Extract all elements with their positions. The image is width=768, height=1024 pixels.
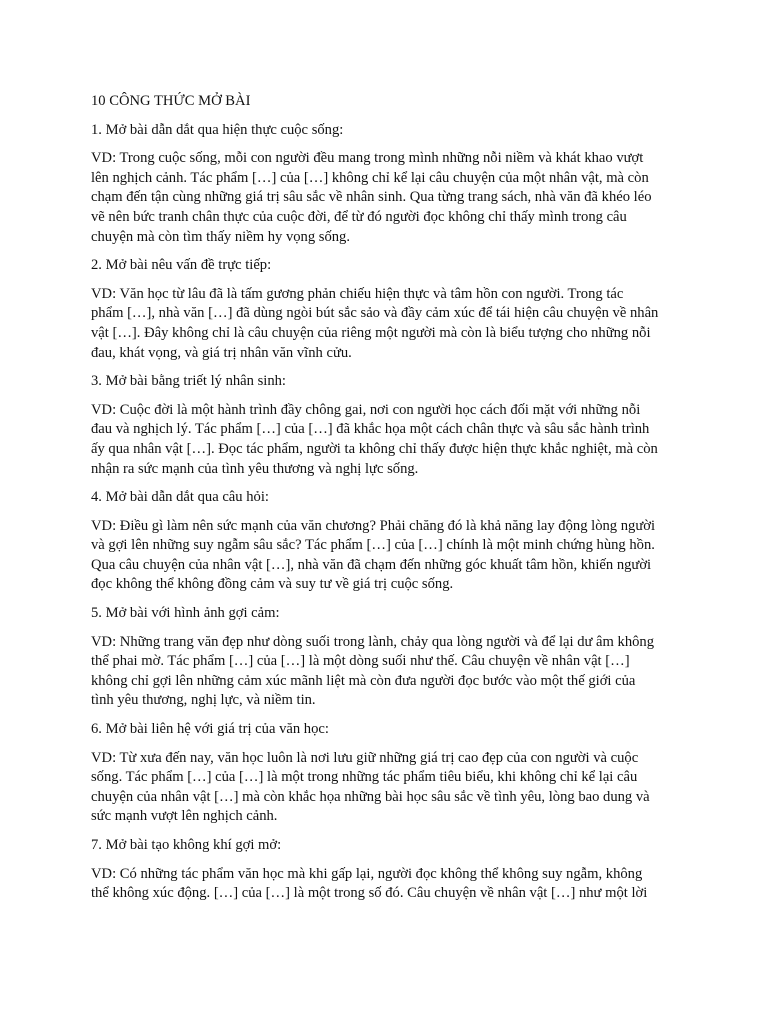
paragraph-line: Qua câu chuyện của nhân vật […], nhà văn đã chạm đến những góc khuất tâm hồn, khiến người <box>91 556 652 573</box>
section-heading: 2. Mở bài nêu vấn đề trực tiếp: <box>91 257 272 274</box>
document-title: 10 CÔNG THỨC MỞ BÀI <box>91 93 251 109</box>
paragraph-line: vẽ nên bức tranh chân thực của cuộc đời, để từ đó người đọc không chỉ thấy mình trong câu <box>91 208 627 225</box>
paragraph-line: lên nghịch cảnh. Tác phẩm […] của […] không chỉ kể lại câu chuyện của một nhân vật, mà còn <box>91 169 649 186</box>
paragraph-line: ấy qua nhân vật […]. Đọc tác phẩm, người ta không chỉ thấy được hiện thực khắc nghiệt, mà còn <box>91 440 658 457</box>
paragraph-line: sống. Tác phẩm […] của […] là một trong những tác phẩm tiêu biểu, khi không chỉ kể lại câu <box>91 769 638 786</box>
section-paragraph <box>91 749 681 827</box>
paragraph-line: VD: Từ xưa đến nay, văn học luôn là nơi lưu giữ những giá trị cao đẹp của con người và cuộc <box>91 749 639 766</box>
section-heading: 4. Mở bài dẫn dắt qua câu hỏi: <box>91 489 269 506</box>
paragraph-line: chuyện mà còn tìm thấy niềm hy vọng sống. <box>91 228 350 245</box>
paragraph-line: và gợi lên những suy ngẫm sâu sắc? Tác phẩm […] của […] chính là một minh chứng hùng hồn. <box>91 537 655 554</box>
paragraph-line: phẩm […], nhà văn […] đã dùng ngòi bút sắc sảo và đầy cảm xúc để tái hiện câu chuyện về nhân <box>91 305 659 322</box>
paragraph-line: đọc không thể không đồng cảm và suy tư về giá trị cuộc sống. <box>91 576 454 593</box>
section-6 <box>91 720 681 827</box>
paragraph-line: VD: Những trang văn đẹp như dòng suối trong lành, chảy qua lòng người và để lại dư âm không <box>91 633 655 650</box>
section-4 <box>91 488 681 595</box>
paragraph-line: VD: Có những tác phẩm văn học mà khi gấp lại, người đọc không thể không suy ngẫm, không <box>91 865 643 882</box>
section-paragraph <box>91 149 681 247</box>
paragraph-line: VD: Trong cuộc sống, mỗi con người đều mang trong mình những nỗi niềm và khát khao vượt <box>91 150 644 167</box>
section-heading: 5. Mở bài với hình ảnh gợi cảm: <box>91 605 280 622</box>
paragraph-line: VD: Điều gì làm nên sức mạnh của văn chương? Phải chăng đó là khả năng lay động lòng người <box>91 517 656 534</box>
paragraph-line: tình yêu thương, nghị lực, và niềm tin. <box>91 692 316 709</box>
paragraph-line: VD: Văn học từ lâu đã là tấm gương phản chiếu hiện thực và tâm hồn con người. Trong tác <box>91 285 624 302</box>
section-1 <box>91 121 681 248</box>
paragraph-line: VD: Cuộc đời là một hành trình đầy chông gai, nơi con người học cách đối mặt với những nỗi <box>91 401 641 418</box>
paragraph-line: chạm đến tận cùng những giá trị sâu sắc về nhân sinh. Qua từng trang sách, nhà văn đã khéo léo <box>91 189 652 206</box>
section-paragraph <box>91 401 681 479</box>
section-paragraph <box>91 517 681 595</box>
section-7 <box>91 836 681 904</box>
paragraph-line: nhận ra sức mạnh của tình yêu thương và nghị lực sống. <box>91 460 419 477</box>
paragraph-line: thể không xúc động. […] của […] là một trong số đó. Câu chuyện về nhân vật […] như một lời <box>91 885 648 902</box>
section-2 <box>91 256 681 363</box>
paragraph-line: đau, khát vọng, và giá trị nhân văn vĩnh cửu. <box>91 344 352 361</box>
section-paragraph <box>91 633 681 711</box>
paragraph-line: chuyện của nhân vật […] mà còn khắc họa những bài học sâu sắc về tình yêu, lòng bao dung và <box>91 788 650 805</box>
section-paragraph <box>91 285 681 363</box>
paragraph-line: không chỉ gợi lên những cảm xúc mãnh liệt mà còn đưa người đọc bước vào một thế giới của <box>91 672 636 689</box>
section-heading: 1. Mở bài dẫn dắt qua hiện thực cuộc sống: <box>91 121 344 138</box>
paragraph-line: sức mạnh vượt lên nghịch cảnh. <box>91 808 278 825</box>
section-3 <box>91 372 681 479</box>
paragraph-line: đau và nghịch lý. Tác phẩm […] của […] đã khắc họa một cách chân thực và sâu sắc hành trình <box>91 421 650 438</box>
section-5 <box>91 604 681 711</box>
paragraph-line: vật […]. Đây không chỉ là câu chuyện của riêng một người mà còn là biểu tượng cho những nỗi <box>91 324 651 341</box>
paragraph-line: thể phai mờ. Tác phẩm […] của […] là một dòng suối như thế. Câu chuyện về nhân vật […] <box>91 653 630 670</box>
document-page <box>91 92 681 913</box>
section-heading: 3. Mở bài bằng triết lý nhân sinh: <box>91 373 286 390</box>
section-paragraph <box>91 865 681 904</box>
section-heading: 6. Mở bài liên hệ với giá trị của văn học: <box>91 721 329 738</box>
section-heading: 7. Mở bài tạo không khí gợi mở: <box>91 837 282 853</box>
